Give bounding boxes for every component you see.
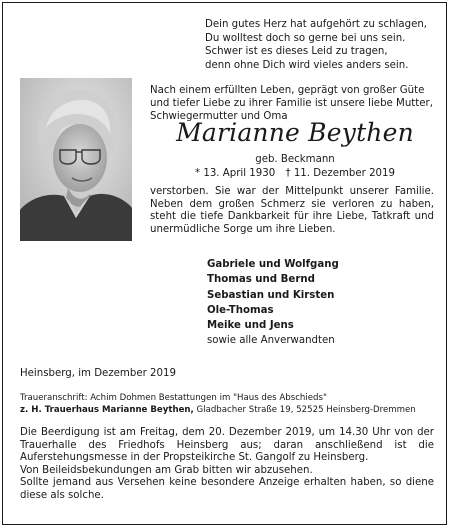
- life-dates: [150, 167, 440, 180]
- intro-line: Nach einem erfüllten Leben, geprägt von großer Güte: [150, 85, 425, 96]
- mourner: Ole-Thomas: [207, 304, 274, 316]
- poem-line: Dein gutes Herz hat aufgehört zu schlagen,: [205, 19, 428, 30]
- poem-line: denn ohne Dich wird vieles anders sein.: [205, 59, 409, 71]
- funeral-details: Die Beerdigung ist am Freitag, dem 20. Dezember 2019, um 14.30 Uhr von der Trauerhalle des Friedhofs Heinsberg aus; daran anschließend ist die Auferstehungsmesse in der Propsteikirche St. Gangolf zu Heinsberg.: [20, 427, 434, 464]
- intro-line: Schwiegermutter und Oma: [150, 111, 288, 122]
- mourner: Meike und Jens: [207, 320, 294, 332]
- mourner: Sebastian und Kirsten: [207, 289, 335, 301]
- mourners-list: [207, 257, 437, 349]
- place-date: Heinsberg, im Dezember 2019: [20, 368, 176, 379]
- mourners-closing: sowie alle Anverwandten: [207, 335, 335, 347]
- mourner: Gabriele und Wolfgang: [207, 259, 339, 270]
- birth-date: * 13. April 1930: [195, 168, 276, 179]
- address-line-2: [20, 404, 440, 416]
- poem: [205, 18, 441, 72]
- address-recipient: z. H. Trauerhaus Marianne Beythen,: [20, 405, 194, 415]
- poem-line: Schwer ist es dieses Leid zu tragen,: [205, 46, 388, 57]
- birth-name: geb. Beckmann: [255, 154, 335, 165]
- funeral-notice: [20, 427, 434, 503]
- mourner: Thomas und Bernd: [207, 274, 315, 286]
- mourning-address: [20, 392, 440, 416]
- portrait-photo: [20, 78, 132, 241]
- poem-line: Du wolltest doch so gerne bei uns sein.: [205, 32, 406, 44]
- death-date: † 11. Dezember 2019: [285, 168, 395, 179]
- address-street: Gladbacher Straße 19, 52525 Heinsberg-Dremmen: [196, 405, 416, 415]
- portrait-image: [20, 78, 132, 241]
- condolence-note: Von Beileidsbekundungen am Grab bitten wir abzusehen.: [20, 464, 313, 476]
- deceased-name: Marianne Beythen: [176, 118, 414, 147]
- notice-note: Sollte jemand aus Versehen keine besondere Anzeige erhalten haben, so diene diese als solche.: [20, 477, 434, 501]
- intro-line: und tiefer Liebe zu ihrer Familie ist unsere liebe Mutter,: [150, 98, 433, 109]
- address-line-1: Traueranschrift: Achim Dohmen Bestattungen im "Haus des Abschieds": [20, 393, 327, 403]
- tribute-text: verstorben. Sie war der Mittelpunkt unserer Familie. Neben dem großen Schmerz sie verloren zu haben, steht die tiefe Dankbarkeit für ihre Liebe, Tatkraft und unermüdliche Sorge um ihre Lieben.: [150, 186, 434, 235]
